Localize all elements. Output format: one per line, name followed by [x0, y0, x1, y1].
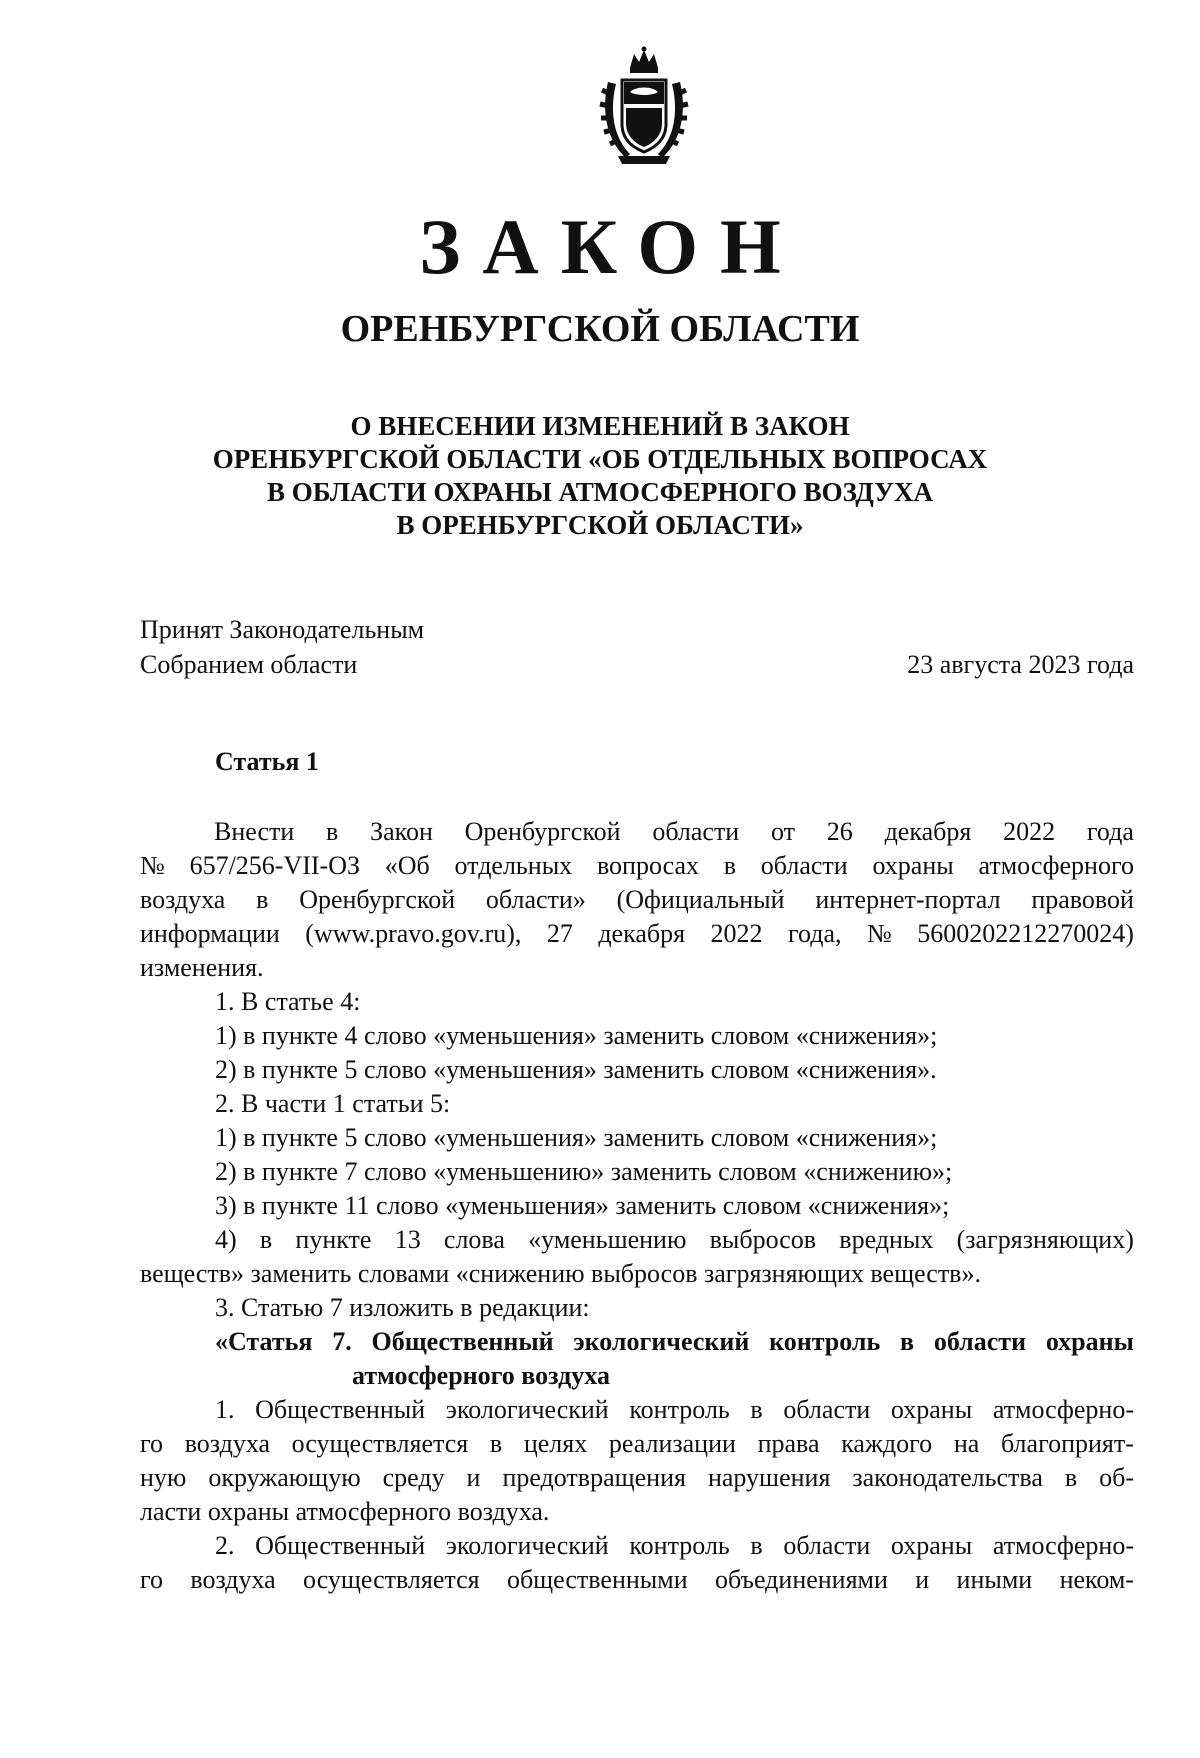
word: экологический — [573, 1327, 750, 1356]
word: охраны — [890, 1531, 973, 1560]
word: иными — [956, 1565, 1033, 1594]
word: области — [783, 1531, 871, 1560]
word: 27 — [546, 919, 573, 948]
word: 2022 — [710, 919, 763, 948]
word: 1. — [215, 1395, 235, 1424]
body-line — [140, 1461, 1134, 1495]
body-line: 2. В части 1 статьи 5: — [215, 1089, 451, 1118]
word: области — [783, 1395, 871, 1424]
word: объединениями — [714, 1565, 888, 1594]
body-line: изменения. — [140, 953, 264, 982]
subject-line: В ОБЛАСТИ ОХРАНЫ АТМОСФЕРНОГО ВОЗДУХА — [266, 477, 934, 507]
word: воздуха — [140, 885, 226, 914]
body-line — [140, 1393, 1134, 1427]
word: 7. — [332, 1327, 352, 1356]
body-line — [140, 1529, 1134, 1563]
word: правовой — [1031, 885, 1134, 914]
word: осуществляется — [303, 1565, 480, 1594]
word: ную — [140, 1463, 187, 1492]
word: области» — [485, 885, 586, 914]
article-heading: Статья 1 — [215, 747, 319, 776]
region-title: ОРЕНБУРГСКОЙ ОБЛАСТИ — [340, 308, 860, 350]
body-line: ласти охраны атмосферного воздуха. — [140, 1497, 550, 1526]
word: выбросов — [709, 1225, 817, 1254]
word: Общественный — [255, 1531, 426, 1560]
word: контроль — [629, 1395, 730, 1424]
word: охраны — [890, 1395, 973, 1424]
body-line: 1) в пункте 5 слово «уменьшения» заменить словом «снижения»; — [215, 1123, 938, 1152]
word: вопросах — [596, 851, 699, 880]
word: охраны — [1045, 1327, 1134, 1356]
body-line: 2) в пункте 5 слово «уменьшения» заменить словом «снижения». — [215, 1055, 937, 1084]
word: слова — [443, 1225, 505, 1254]
word: «уменьшению — [528, 1225, 687, 1254]
word: го — [140, 1429, 164, 1458]
word: осуществляется — [291, 1429, 469, 1458]
word: благоприят- — [1000, 1429, 1134, 1458]
coat-of-arms-icon — [596, 46, 692, 166]
word: в — [1064, 1463, 1078, 1492]
adoption-line: Принят Законодательным — [140, 615, 425, 644]
word: «Об — [384, 851, 430, 880]
word: 13 — [394, 1225, 421, 1254]
word: декабря — [884, 817, 972, 846]
word: Общественный — [255, 1395, 426, 1424]
word: интернет-портал — [815, 885, 1001, 914]
word: области — [652, 817, 740, 846]
word: на — [953, 1429, 980, 1458]
body-line: веществ» заменить словами «снижению выбросов загрязняющих веществ». — [140, 1259, 981, 1288]
word: декабря — [598, 919, 686, 948]
body-line — [140, 1223, 1134, 1257]
word: «Статья — [215, 1327, 313, 1356]
word: № — [866, 919, 892, 948]
word: экологический — [445, 1531, 609, 1560]
body-line: 2) в пункте 7 слово «уменьшению» заменить словом «снижению»; — [215, 1157, 953, 1186]
word: (загрязняющих) — [956, 1225, 1134, 1254]
coat-of-arms-emblem — [596, 46, 692, 166]
word: окружающую — [208, 1463, 361, 1492]
word: воздуха — [184, 1429, 271, 1458]
word: атмосферного — [978, 851, 1134, 880]
word: (www.pravo.gov.ru), — [305, 919, 522, 948]
word: в — [750, 1531, 763, 1560]
body-line: 3) в пункте 11 слово «уменьшения» заменить словом «снижения»; — [215, 1191, 950, 1220]
word: 657/256-VII-ОЗ — [189, 851, 360, 880]
word: в — [326, 817, 339, 846]
adoption-line: Собранием области — [140, 650, 358, 679]
subject-line: В ОРЕНБУРГСКОЙ ОБЛАСТИ» — [396, 510, 804, 540]
word: среду — [382, 1463, 445, 1492]
word: года — [1086, 817, 1134, 846]
word: экологический — [445, 1395, 609, 1424]
word: (Официальный — [616, 885, 785, 914]
word: общественными — [506, 1565, 688, 1594]
body-line — [140, 917, 1134, 951]
word: области — [760, 851, 848, 880]
subject-line: ОРЕНБУРГСКОЙ ОБЛАСТИ «ОБ ОТДЕЛЬНЫХ ВОПРОСАХ — [212, 444, 988, 474]
word: контроль — [769, 1327, 881, 1356]
word: Оренбургской — [464, 817, 621, 846]
word: реализации — [608, 1429, 736, 1458]
law-subject — [0, 410, 1200, 542]
body-line — [140, 1427, 1134, 1461]
adoption-date: 23 августа 2023 года — [907, 650, 1134, 679]
body-line — [140, 1563, 1134, 1597]
word: 5600202212270024) — [917, 919, 1134, 948]
word: Общественный — [371, 1327, 554, 1356]
word: в — [489, 1429, 503, 1458]
body-line: атмосферного воздуха — [352, 1361, 610, 1390]
word: 26 — [826, 817, 853, 846]
subject-line: О ВНЕСЕНИИ ИЗМЕНЕНИЙ В ЗАКОН — [350, 411, 850, 441]
word: от — [771, 817, 796, 846]
law-title: ЗАКОН — [419, 203, 803, 290]
word: права — [757, 1429, 820, 1458]
word: об- — [1099, 1463, 1134, 1492]
word: Внести — [214, 817, 295, 846]
word: целях — [523, 1429, 588, 1458]
word: 4) — [215, 1225, 237, 1254]
word: 2022 — [1003, 817, 1056, 846]
body-line — [140, 849, 1134, 883]
word: в — [259, 1225, 273, 1254]
body-line — [140, 815, 1134, 849]
body-line — [140, 1325, 1134, 1359]
word: атмосферно- — [992, 1395, 1134, 1424]
word: 2. — [215, 1531, 235, 1560]
body-line — [140, 883, 1134, 917]
body-line: 1. В статье 4: — [215, 987, 361, 1016]
word: и — [466, 1463, 481, 1492]
word: контроль — [629, 1531, 730, 1560]
word: № — [140, 851, 165, 880]
word: каждого — [841, 1429, 933, 1458]
word: в — [750, 1395, 763, 1424]
word: области — [933, 1327, 1027, 1356]
body-line: 1) в пункте 4 слово «уменьшения» заменить словом «снижения»; — [215, 1021, 938, 1050]
word: законодательства — [852, 1463, 1043, 1492]
word: Закон — [370, 817, 433, 846]
article-body — [140, 815, 1134, 1597]
word: предотвращения — [502, 1463, 686, 1492]
word: пункте — [295, 1225, 372, 1254]
word: вредных — [839, 1225, 934, 1254]
word: атмосферно- — [992, 1531, 1134, 1560]
word: го — [140, 1565, 164, 1594]
word: в — [256, 885, 269, 914]
word: и — [915, 1565, 930, 1594]
word: в — [723, 851, 737, 880]
word: года, — [787, 919, 842, 948]
body-line: 3. Статью 7 изложить в редакции: — [215, 1293, 590, 1322]
word: отдельных — [454, 851, 573, 880]
word: нарушения — [707, 1463, 831, 1492]
word: воздуха — [190, 1565, 276, 1594]
word: в — [900, 1327, 915, 1356]
word: Оренбургской — [299, 885, 456, 914]
word: охраны — [872, 851, 954, 880]
word: неком- — [1059, 1565, 1134, 1594]
word: информации — [140, 919, 280, 948]
adoption-statement — [140, 612, 424, 682]
